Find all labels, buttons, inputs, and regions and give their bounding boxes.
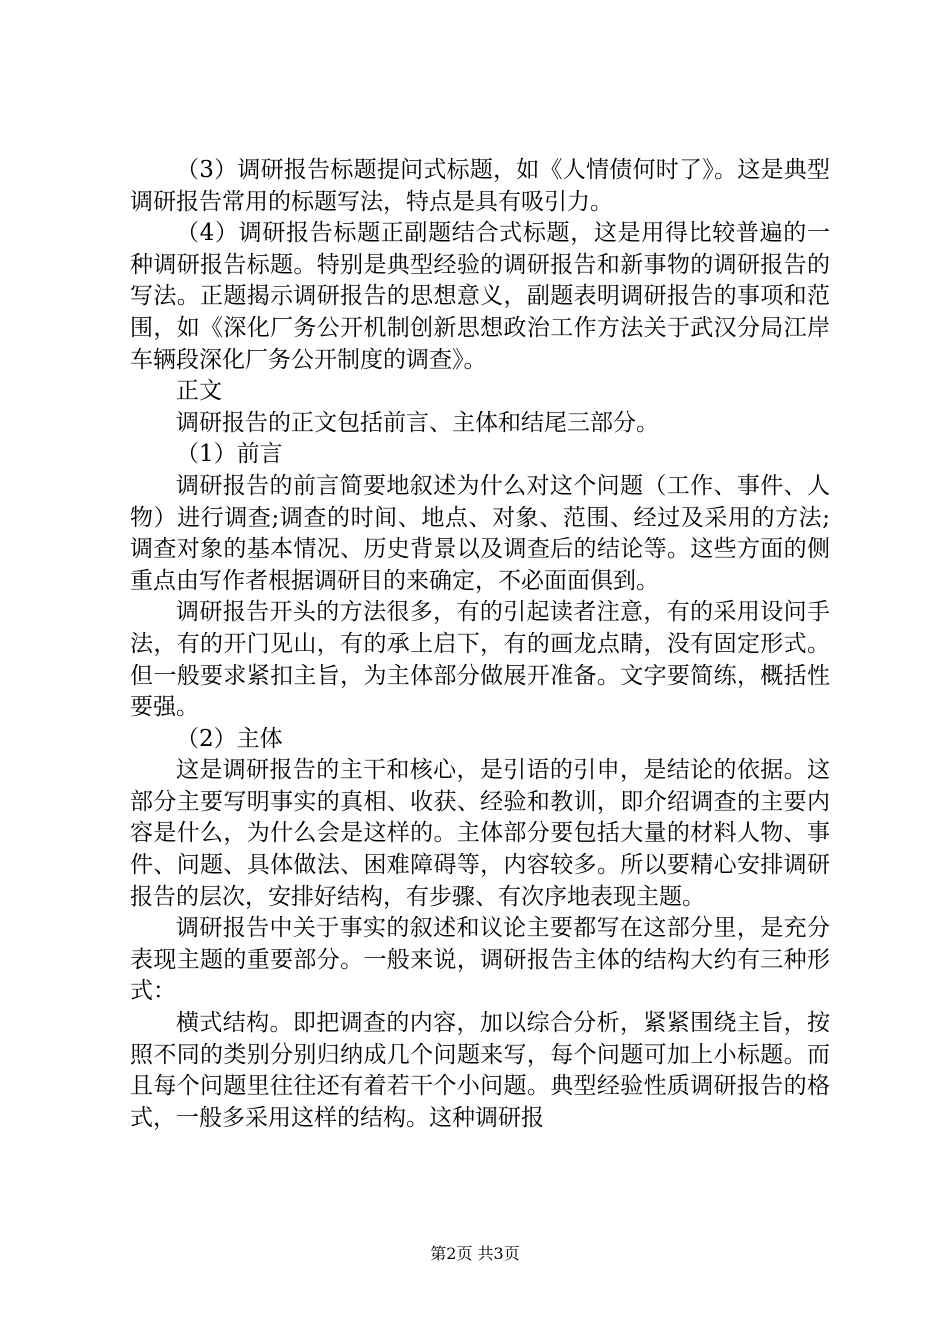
paragraph-title-main-sub-style: （4）调研报告标题正副题结合式标题，这是用得比较普遍的一种调研报告标题。特别是典型经验的调研报告和新事物的调研报告的写法。正题揭示调研报告的思想意义，副题表明调研报告的事项和范围，如《深化厂务公开机制创新思想政治工作方法关于武汉分局江岸车辆段深化厂务公开制度的调查》。 xyxy=(130,220,830,373)
page-footer xyxy=(0,1244,950,1264)
section-heading-main-body: （2）主体 xyxy=(176,725,283,752)
paragraph-title-question-style: （3）调研报告标题提问式标题，如《人情债何时了》。这是典型调研报告常用的标题写法，特点是具有吸引力。 xyxy=(130,157,830,215)
paragraph-main-body-core: 这是调研报告的主干和核心，是引语的引申，是结论的依据。这部分主要写明事实的真相、收获、经验和教训，即介绍调查的主要内容是什么，为什么会是这样的。主体部分要包括大量的材料人物、事件、问题、具体做法、困难障碍等，内容较多。所以要精心安排调研报告的层次，安排好结构，有步骤、有次序地表现主题。 xyxy=(130,757,830,910)
paragraph-main-body-structure: 调研报告中关于事实的叙述和议论主要都写在这部分里，是充分表现主题的重要部分。一般来说，调研报告主体的结构大约有三种形式： xyxy=(130,915,830,1005)
paragraph-preface-methods: 调研报告开头的方法很多，有的引起读者注意，有的采用设问手法，有的开门见山，有的承上启下，有的画龙点睛，没有固定形式。但一般要求紧扣主旨，为主体部分做展开准备。文字要简练，概括性要强。 xyxy=(130,599,830,721)
section-heading-preface: （1）前言 xyxy=(176,441,283,468)
document-body xyxy=(130,155,830,1134)
section-heading-body-text: 正文 xyxy=(176,378,222,405)
paragraph-preface-content: 调研报告的前言简要地叙述为什么对这个问题（工作、事件、人物）进行调查;调查的时间、地点、对象、范围、经过及采用的方法;调查对象的基本情况、历史背景以及调查后的结论等。这些方面的侧重点由写作者根据调研目的来确定，不必面面俱到。 xyxy=(130,472,830,594)
page-number-label: 第2页 共3页 xyxy=(430,1244,520,1263)
paragraph-body-overview: 调研报告的正文包括前言、主体和结尾三部分。 xyxy=(176,409,659,436)
paragraph-horizontal-structure: 横式结构。即把调查的内容，加以综合分析，紧紧围绕主旨，按照不同的类别分别归纳成几个问题来写，每个问题可加上小标题。而且每个问题里往往还有着若干个小问题。典型经验性质调研报告的格式，一般多采用这样的结构。这种调研报 xyxy=(130,1010,830,1131)
